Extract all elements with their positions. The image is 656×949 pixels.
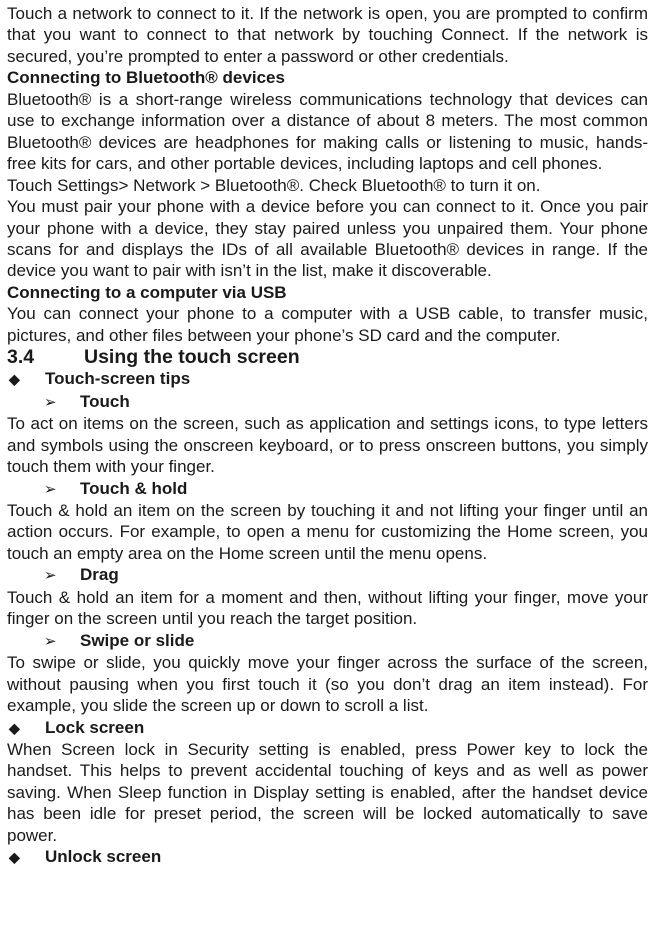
diamond-bullet-icon: ◆ [9,371,20,388]
bullet-lock-screen [7,717,648,739]
bullet-label: Unlock screen [45,847,162,867]
section-number: 3.4 [7,346,35,369]
heading-bluetooth: Connecting to Bluetooth® devices [7,68,285,88]
diamond-bullet-icon: ◆ [9,719,20,736]
bullet-touch-screen-tips [7,368,648,390]
paragraph-bluetooth-settings: Touch Settings> Network > Bluetooth®. Check Bluetooth® to turn it on. [7,175,541,195]
paragraph-bluetooth-intro: Bluetooth® is a short-range wireless communications technology that devices can use to exchange information over a distance of about 8 meters. The most common Bluetooth® devices are headphones for making calls or listening to music, hands-free kits for cars, and other portable devices, including laptops and cell phones. [7,89,648,174]
subbullet-label: Drag [80,565,119,585]
arrow-bullet-icon: ➢ [44,393,57,411]
section-title: Using the touch screen [84,346,300,369]
paragraph-touch: To act on items on the screen, such as application and settings icons, to type letters and symbols using the onscreen keyboard, or to press onscreen buttons, you simply touch them with your finger. [7,414,648,477]
paragraph-touch-hold: Touch & hold an item on the screen by touching it and not lifting your finger until an action occurs. For example, to open a menu for customizing the Home screen, you touch an empty area on the Home screen until the menu opens. [7,500,648,563]
paragraph-usb: You can connect your phone to a computer with a USB cable, to transfer music, pictures, and other files between your phone’s SD card and the computer. [7,304,648,345]
heading-usb: Connecting to a computer via USB [7,282,287,302]
subbullet-touch-hold [7,478,648,500]
bullet-label: Touch-screen tips [45,369,191,389]
subbullet-label: Touch & hold [80,478,188,498]
arrow-bullet-icon: ➢ [44,567,57,585]
paragraph-wifi-connect: Touch a network to connect to it. If the network is open, you are prompted to confirm that you want to connect to that network by touching Connect. If the network is secured, you’re prompted to enter a password or other credentials. [7,4,648,66]
paragraph-bluetooth-pairing: You must pair your phone with a device before you can connect to it. Once you pair your phone with a device, they stay paired unless you unpaired them. Your phone scans for and displays the IDs of all available Bluetooth® devices in range. If the device you want to pair with isn’t in the list, make it discoverable. [7,197,648,281]
subbullet-touch [7,391,648,413]
subbullet-label: Touch [80,391,130,411]
paragraph-lock-screen: When Screen lock in Security setting is enabled, press Power key to lock the handset. This helps to prevent accidental touching of keys and as well as power saving. When Sleep function in Display setting is enabled, after the handset device has been idle for preset period, the screen will be locked automatically to save power. [7,739,648,845]
document-page [7,3,648,869]
arrow-bullet-icon: ➢ [44,480,57,498]
paragraph-swipe: To swipe or slide, you quickly move your finger across the surface of the screen, without pausing when you first touch it (so you don’t drag an item instead). For example, you slide the screen up or down to scroll a list. [7,653,648,716]
arrow-bullet-icon: ➢ [44,632,57,650]
subbullet-swipe [7,630,648,652]
diamond-bullet-icon: ◆ [9,849,20,866]
subbullet-label: Swipe or slide [80,630,195,650]
section-heading-3-4 [7,346,648,368]
subbullet-drag [7,564,648,586]
paragraph-drag: Touch & hold an item for a moment and then, without lifting your finger, move your finger on the screen until you reach the target position. [7,587,648,629]
bullet-label: Lock screen [45,717,145,737]
bullet-unlock-screen [7,846,648,868]
